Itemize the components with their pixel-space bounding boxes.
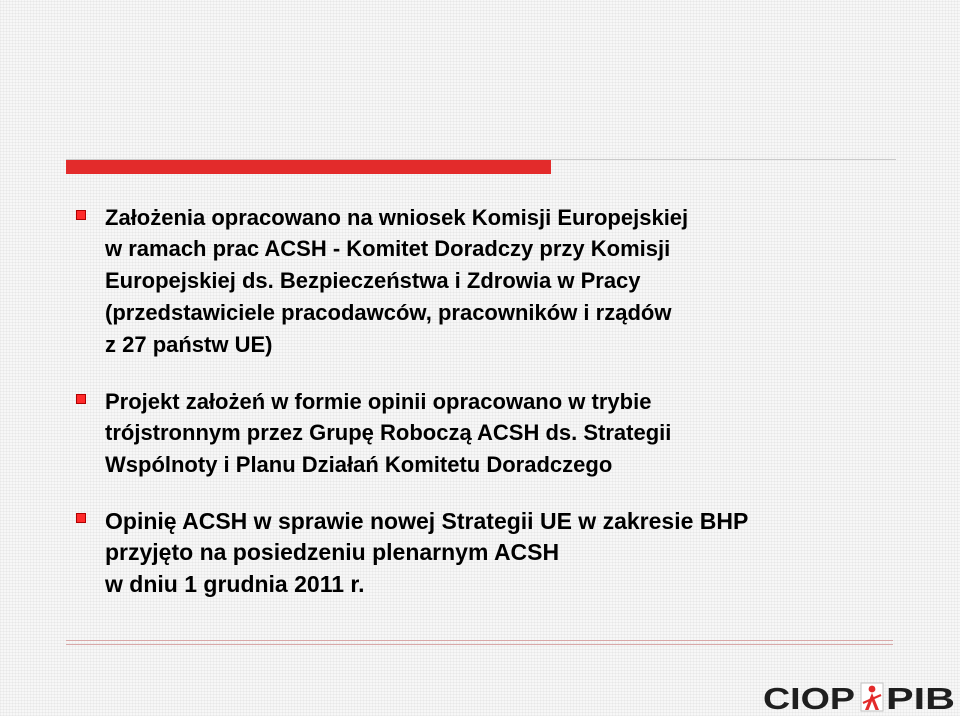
square-bullet-icon [76, 513, 86, 523]
bullet-text-line: Założenia opracowano na wniosek Komisji Europejskiej [105, 205, 689, 230]
bullet-text-line: w dniu 1 grudnia 2011 r. [105, 571, 365, 597]
bullet-text-line: z 27 państw UE) [105, 332, 273, 357]
bullet-text-line: przyjęto na posiedzeniu plenarnym ACSH [105, 539, 560, 565]
bullet-text-line: (przedstawiciele pracodawców, pracowników i rządów [105, 300, 672, 325]
bullet-text-line: trójstronnym przez Grupę Roboczą ACSH ds. Strategii [105, 420, 672, 445]
bullet-text-line: w ramach prac ACSH - Komitet Doradczy przy Komisji [105, 236, 671, 261]
ciop-pib-logo [762, 680, 956, 714]
bottom-divider-line [66, 640, 893, 641]
bullet-text-line: Projekt założeń w formie opinii opracowano w trybie [105, 389, 652, 414]
bullet-text-line: Opinię ACSH w sprawie nowej Strategii UE w zakresie BHP [105, 508, 749, 534]
logo-left-text: CIOP [763, 681, 855, 714]
bullet-text-line: Wspólnoty i Planu Działań Komitetu Doradczego [105, 452, 613, 477]
bullet-text-line: Europejskiej ds. Bezpieczeństwa i Zdrowia w Pracy [105, 268, 641, 293]
ciop-pib-logo-graphic [762, 680, 956, 714]
square-bullet-icon [76, 210, 86, 220]
bottom-divider-line [66, 644, 893, 645]
square-bullet-icon [76, 394, 86, 404]
person-figure-icon [861, 683, 883, 711]
logo-right-text: PIB [886, 681, 955, 714]
